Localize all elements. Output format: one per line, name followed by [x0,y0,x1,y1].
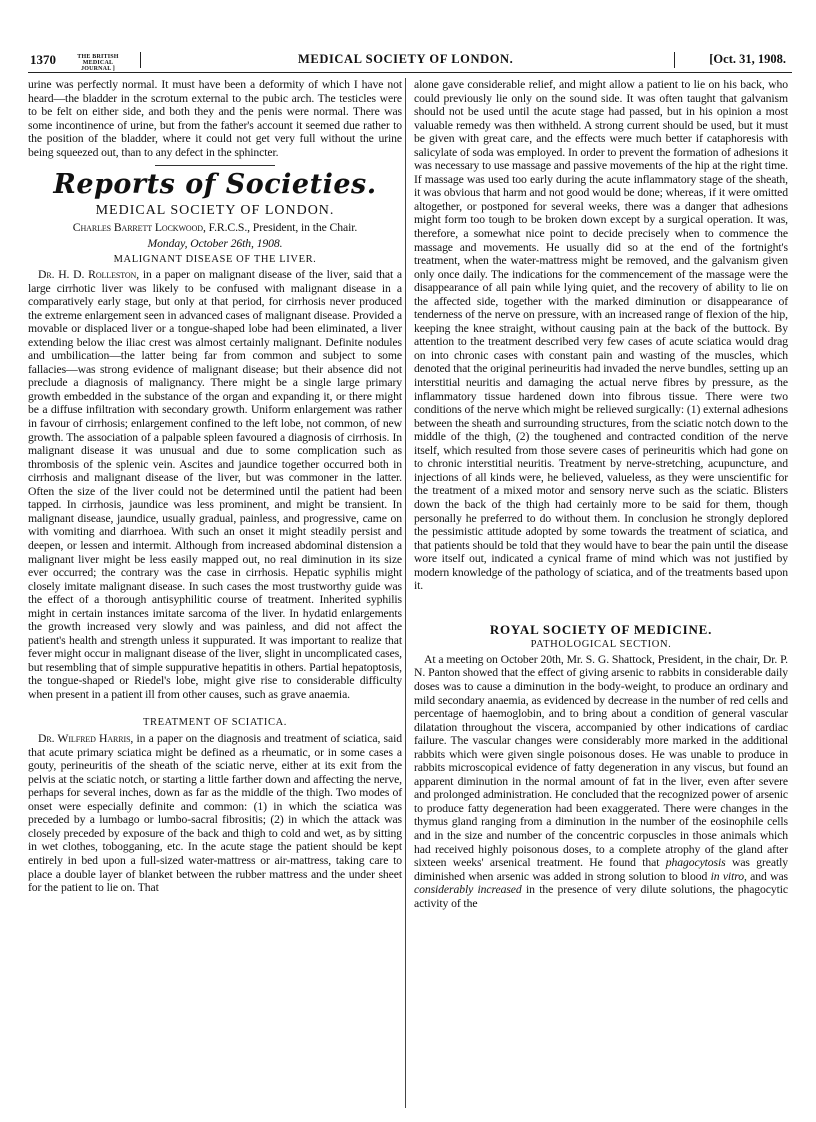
journal-name: THE BRITISH MEDICAL JOURNAL ] [77,54,119,72]
header-separator [140,52,141,68]
chair-rest: , F.R.C.S., President, in the Chair. [202,221,358,235]
society-title: MEDICAL SOCIETY OF LONDON. [95,202,335,218]
header-rule [28,72,792,73]
malignant-liver-paragraph [28,268,402,702]
sciatica-paragraph [28,732,402,895]
paragraph-text: , and was [743,869,788,883]
chair-name: Charles Barrett Lockwood [72,221,203,235]
paragraph-text: , in a paper on the diagnosis and treatment of sciatica, said that acute primary sciatica might be defined as a rheumatic, or in some cases a gouty, perineuritis of the sheath of the sciatic nerve, either at its exit from the pelvis at the sciatic notch, or starting a little farther down and affecting the nerve, perhaps for several inches, down as far as the middle of the thigh. Two modes of onset were especially definite and common: (1) in which the sciatica was preceded by a lumbago or lumbo-sacral fibrositis; (2) in which the attack was closely preceded by exposure of the back and thigh to cold and wet, as by sitting in wet clothes, tobogganing, etc. In the acute stage the patient should be kept entirely in bed upon a full-sized water-mattress or air-mattress, taking care to place a double layer of blanket between the rubber mattress and the under sheet for the patient to lie on. That [28,732,402,895]
italic-term: considerably increased [414,883,522,897]
speaker-name: Dr. Wilfred Harris [38,732,131,746]
running-title: MEDICAL SOCIETY OF LONDON. [298,52,514,66]
issue-date: [Oct. 31, 1908. [709,52,786,66]
paragraph-text: , in a paper on malignant disease of the liver, said that a large cirrhotic liver was likely to be confused with malignant disease in a comparatively early stage, but only at that period, for cirrhosis never produced the extreme enlargement seen in advanced cases of malignant disease. Provided a movable or displaced liver or a tongue-shaped lobe had been eliminated, a liver extending below the iliac crest was almost certainly malignant. Definite nodules and umbilication—the latter being far from common and subject to some fallacies—was strong evidence of malignant disease; but their absence did not preclude a diagnosis of malignancy. There might be a single large primary growth embedded in the substance of the organ and expanding it, or there might be a diffuse infiltration with secondary growth. Uniform enlargement was rather in favour of cirrhosis; enlargement confined to the left lobe, not common, of new growth. The association of a palpable spleen favoured a diagnosis of cirrhosis. In malignant disease it was unusual and due to some complication such as thrombosis of the splenic vein. Ascites and jaundice together occurred both in cirrhosis and malignant disease of the liver, but was commoner in the latter. Often the size of the liver could not be determined until the patient had been tapped. In cirrhosis, jaundice was less prominent, and might be transient. In malignant disease, jaundice, usually gradual, painless, and progressive, came on with vomiting and diarrhoea. With such an onset it might steadily persist and deepen, or lessen and intermit. Although from increased abdominal distension a malignant liver might be less easily mapped out, no real diminution in its size ever occurred; the contrary was the case in cirrhosis. Hepatic syphilis might closely imitate malignant disease. In such cases the most trustworthy guide was the effect of a thorough antisyphilitic course of treatment. Inherited syphilis might in certain instances imitate sarcoma of the liver. In hydatid enlargements the growth increased very slowly and was painless, and did not affect the patient's health and strength unless it suppurated. It was important to realize that fever might occur in malignant disease of the liver, slight in uncomplicated cases, but resembling that of simple suppurative hepatitis in others. Partial hepatoptosis, the tongue-shaped or Riedel's lobe, might give rise to considerable difficulty when present in a patient ill from other causes, such as grave anaemia. [28,268,402,701]
society-title: ROYAL SOCIETY OF MEDICINE. [489,621,713,637]
header-separator [674,52,675,68]
subheading-sciatica: TREATMENT OF SCIATICA. [143,716,287,728]
column-rule [405,78,406,1108]
speaker-name: Dr. H. D. Rolleston [38,268,137,282]
subheading-malignant-liver: MALIGNANT DISEASE OF THE LIVER. [113,254,317,266]
continuation-paragraph: urine was perfectly normal. It must have been a deformity of which I have not heard—the bladder in the scrotum external to the pubic arch. The testicles were to be felt on either side, and both they and the penis were normal. There was some incontinence of urine, but from the father's account it seemed due rather to the position of the bladder, where it could not get very full without the urine being squeezed out, than to any defect in the sphincter. [28,78,402,159]
paragraph-text: showed that the effect of giving arsenic to rabbits in considerable daily doses was to cause a diminution in the body-weight, to produce an ordinary and mild secondary anaemia, as evidenced by decrease in the number of red cells and percentage of haemoglobin, and to bring about a condition of general vascular dilatation throughout the viscera, accompanied by other indications of cardiac failure. The vascular changes were considerably more marked in the additional rabbits which were given single poisonous doses. He was unable to produce in rabbits microscopical evidence of fatty degeneration in any viscus, but found an apparent diminution in the normal amount of fat in the liver, even after severe and prolonged administration. He concluded that the recognized power of arsenic to produce fatty degeneration had been exaggerated. There were changes in the thymus gland ranging from a diminution in the number of the eosinophile cells and in the size and number of the concentric corpuscles in those animals which had received highly poisonous doses, to a complete atrophy of the gland after sixteen weeks' arsenical treatment. He found that [414,666,788,870]
meeting-date: Monday, October 26th, 1908. [147,236,283,250]
paragraph-text: At a meeting on October 20th, Mr. S. G. Shattock [424,652,653,666]
paragraph-text: , President, in the chair, Dr. P. N. Panton [414,652,788,680]
right-column [414,78,788,910]
section-title: Reports of Societies. [53,169,377,201]
sciatica-continued-paragraph: alone gave considerable relief, and might allow a patient to lie on his back, who could previously lie only on the sound side. It was often taught that galvanism should not be used until the acute stage had passed, but in his opinion a most valuable remedy was then withheld. A strong current should be used, but it must be given with great care, and the effects were much better if cataphoresis with salicylate of soda was employed. In order to prevent the formation of adhesions it was necessary to use massage and passive movements of the hip at the right time. If massage was used too early during the acute inflammatory stage of the sheath, it was obvious that harm and not good would be done; whereas, if it were omitted altogether, or postponed for several weeks, there was a danger that adhesions might form too tough to be broken down except by a surgical operation. It was, therefore, a somewhat nice point to decide precisely when to commence the massage and movements. He usually did so at the end of the fortnight's treatment, when the water-mattress might be removed, and the galvanism given only once daily. The indications for the commencement of the massage were the disappearance of all pain while lying quiet, and the recovery of ability to lie on the affected side, together with the marked diminution or disappearance of tenderness of the nerve on pressure, with an increased range of flexion of the hip, keeping the knee straight, without causing pain at the back of the buttock. By attention to the treatment described very few cases of acute sciatica would drag on into chronic cases with constant pain and wasting of the muscles, which denoted that the original perineuritis had invaded the nerve bundles, setting up an interstitial neuritis and damaging the actual nerve fibres by pressure, as the inflammatory tissue hardened down into fibrous tissue. There were two conditions of the nerve which might be relieved surgically: (1) external adhesions between the sheath and surrounding structures, from the sciatic notch down to the middle of the thigh, (2) the toughened and contracted condition of the nerve itself, which resulted from those severe cases of perineuritis which had gone on to chronic interstitial neuritis. Treatment by nerve-stretching, acupuncture, and injections of all kinds were, he believed, valueless, as they were unscientific for the treatment of a mixed motor and sensory nerve such as the sciatic. Blisters down the back of the thigh had certainly more to be said for them, though personally he preferred to do without them. In conclusion he strongly deplored the pessimistic attitude adopted by some towards the treatment of sciatica, and that patients should be told that they would have to bear the pain until the disease wore itself out, indicated a cynical frame of mind which was not justified by modern knowledge of the pathology of sciatica, and of the treatments based upon it. [414,78,788,593]
subheading-pathological-section: PATHOLOGICAL SECTION. [530,639,672,651]
paragraph-text: in the presence of very dilute solutions, the phagocytic activity of the [414,883,788,910]
section-divider [155,165,275,166]
left-column [28,78,402,895]
page-number: 1370 [30,52,56,67]
chair-line [28,221,402,235]
italic-term: phagocytosis [665,856,726,870]
pathology-paragraph [414,653,788,910]
running-header [30,52,790,70]
italic-term: in vitro [710,869,744,883]
paragraph-text: was greatly diminished when arsenic was added in strong solution to blood [414,856,788,883]
